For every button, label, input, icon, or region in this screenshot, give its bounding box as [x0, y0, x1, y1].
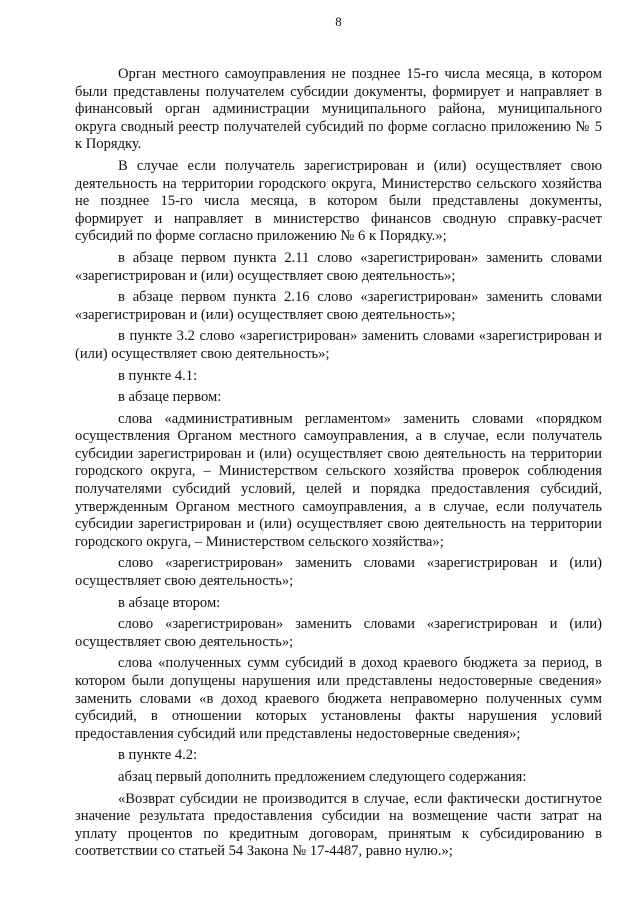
- paragraph: слово «зарегистрирован» заменить словами «зарегистрирован и (или) осуществляет свою деятельность»;: [75, 555, 602, 590]
- paragraph: В случае если получатель зарегистрирован и (или) осуществляет свою деятельность на территории городского округа, Министерство сельского хозяйства не позднее 15-го числа месяца, в котором были представлены документы, формирует и направляет в министерство финансов сводную справку-расчет субсидий по форме согласно приложению № 6 к Порядку.»;: [75, 157, 602, 245]
- paragraph: в пункте 3.2 слово «зарегистрирован» заменить словами «зарегистрирован и (или) осуществляет свою деятельность»;: [75, 328, 602, 362]
- paragraph: в абзаце первом пункта 2.11 слово «зарегистрирован» заменить словами «зарегистрирован и (или) осуществляет свою деятельность»;: [75, 249, 602, 284]
- paragraph: в пункте 4.2:: [118, 747, 198, 764]
- paragraph: «Возврат субсидии не производится в случае, если фактически достигнутое значение результата предоставления субсидии на возмещение части затрат на уплату процентов по кредитным договорам, принятым к субсидированию в соответствии со статьей 54 Закона № 17-4487, равно нулю.»;: [75, 790, 602, 860]
- paragraph: в абзаце втором:: [118, 594, 221, 611]
- paragraph: абзац первый дополнить предложением следующего содержания:: [118, 768, 527, 785]
- page-number: 8: [335, 14, 342, 29]
- paragraph: в абзаце первом пункта 2.16 слово «зарегистрирован» заменить словами «зарегистрирован и (или) осуществляет свою деятельность»;: [75, 289, 602, 323]
- paragraph: в абзаце первом:: [118, 389, 222, 406]
- paragraph: слова «полученных сумм субсидий в доход краевого бюджета за период, в котором были допущены нарушения или представлены недостоверные сведения» заменить словами «в доход краевого бюджета неправомерно полученных сумм субсидий, в отношении которых установлены факты нарушения условий предоставления субсидий или представлены недостоверные сведения»;: [75, 655, 602, 742]
- document-body: [75, 66, 602, 861]
- paragraph: Орган местного самоуправления не позднее 15-го числа месяца, в котором были представлены получателем субсидии документы, формирует и направляет в финансовый орган администрации муниципального района, муниципального округа сводный реестр получателей субсидий по форме согласно приложению № 5 к Порядку.: [75, 66, 602, 153]
- paragraph: слово «зарегистрирован» заменить словами «зарегистрирован и (или) осуществляет свою деятельность»;: [75, 616, 602, 650]
- paragraph: в пункте 4.1:: [118, 367, 198, 384]
- paragraph: слова «административным регламентом» заменить словами «порядком осуществления Органом местного самоуправления, а в случае, если получатель субсидии зарегистрирован и (или) осуществляет свою деятельность на территории городского округа, – Министерством сельского хозяйства проверок соблюдения получателями субсидий условий, целей и порядка предоставления субсидий, утвержденным Органом местного самоуправления, а в случае, если получатель субсидии зарегистрирован и (или) осуществляет свою деятельность на территории городского округа, – Министерством сельского хозяйства»;: [75, 410, 602, 550]
